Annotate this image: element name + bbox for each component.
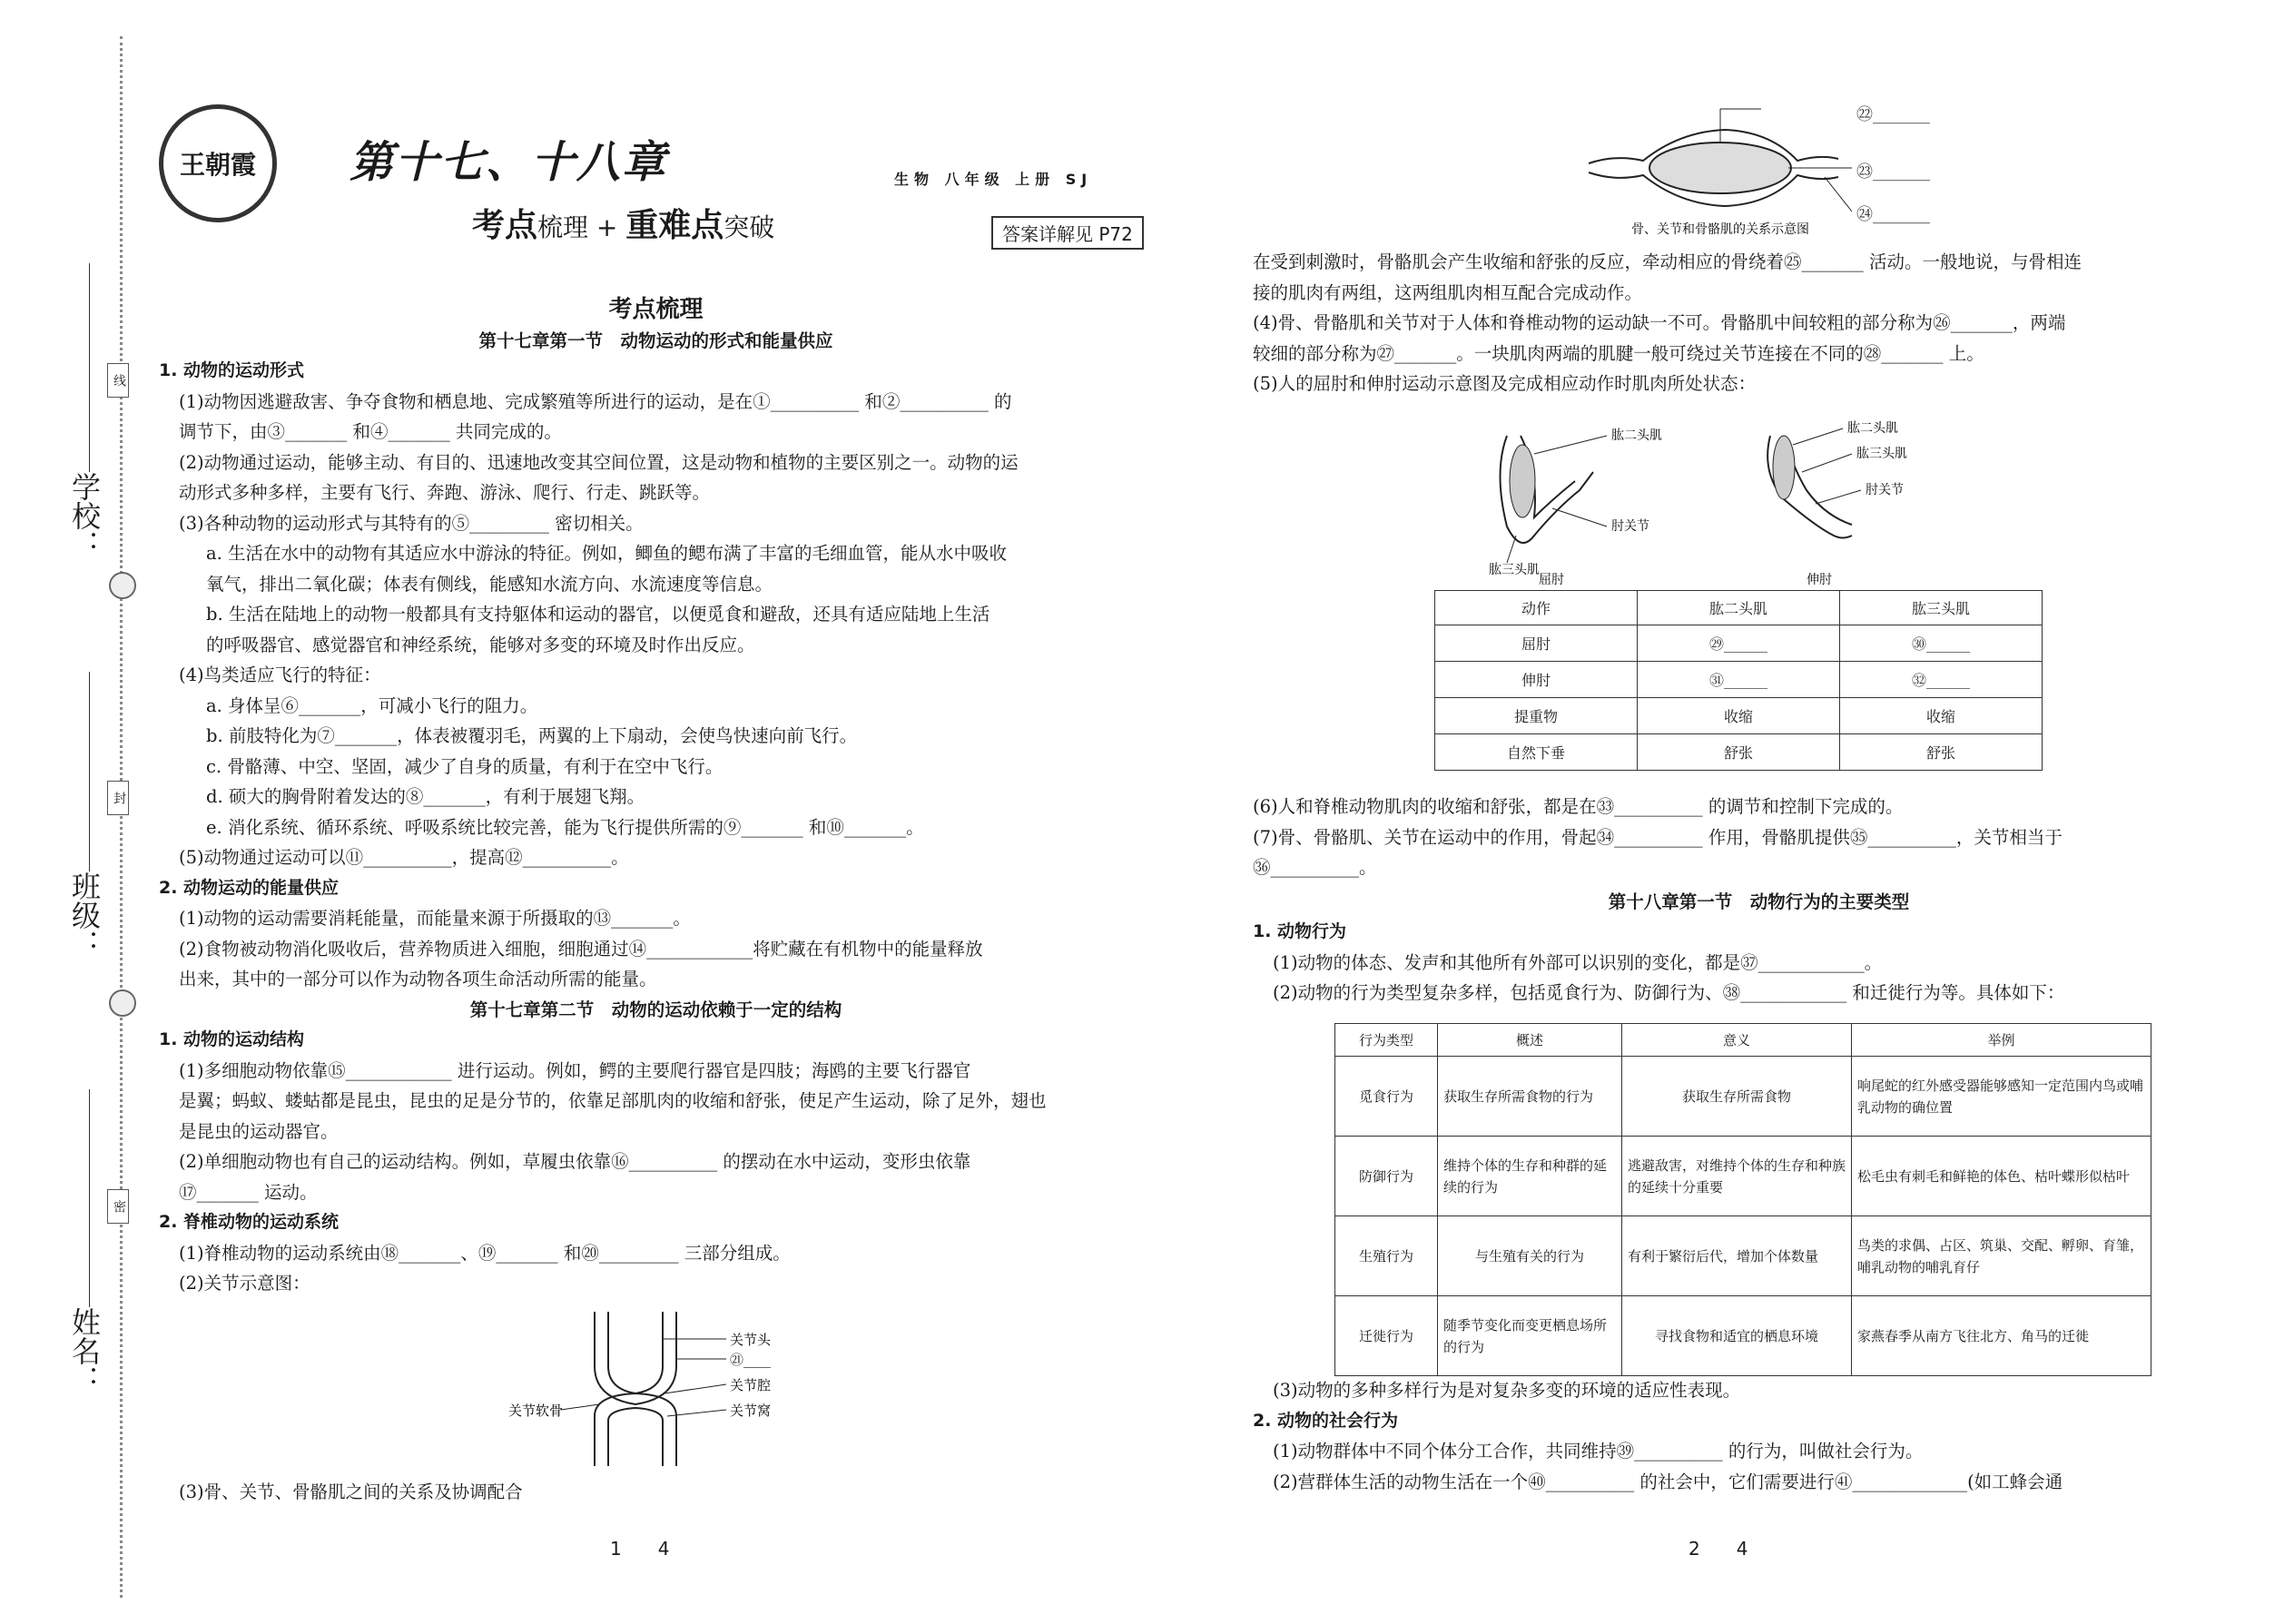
- s1-p4c: c. 骨骼薄、中空、坚固，减少了自身的质量，有利于在空中飞行。: [206, 755, 724, 777]
- arm-table-cell: 伸肘: [1435, 662, 1638, 698]
- s1-p3b: b. 生活在陆地上的动物一般都具有支持躯体和运动的器官，以便觅食和避敌，还具有适应陆地上生活: [206, 604, 990, 625]
- subtitle-part-a: 考点: [472, 207, 538, 244]
- arm-table-cell: ㉜______: [1840, 662, 2043, 698]
- arm-table-cell: 自然下垂: [1435, 734, 1638, 771]
- r-p4: (6)人和脊椎动物肌肉的收缩和舒张，都是在㉝__________ 的调节和控制下完成的。: [1253, 796, 1904, 817]
- beh-table-cell: 生殖行为: [1335, 1216, 1438, 1296]
- r-p5b: ㊱__________。: [1253, 857, 1377, 878]
- s4-p2: (2)关节示意图：: [179, 1273, 310, 1294]
- s1-p4b: b. 前肢特化为⑦_______，体表被覆羽毛，两翼的上下扇动，会使鸟快速向前飞行。: [206, 725, 858, 746]
- arm-table-cell: ㉚______: [1840, 625, 2043, 662]
- seal-circle-2: [109, 989, 136, 1017]
- logo-text: 王朝霞: [179, 150, 256, 180]
- s5-p1: (1)动物的体态、发声和其他所有外部可以识别的变化，都是㊲____________。: [1273, 951, 1883, 973]
- s2-heading: 2. 动物运动的能量供应: [159, 877, 340, 898]
- s1-p1: (1)动物因逃避敌害、争夺食物和栖息地、完成繁殖等所进行的运动，是在①__________ 和②__________ 的: [179, 390, 1012, 412]
- beh-table-cell: 有利于繁衍后代，增加个体数量: [1622, 1216, 1852, 1296]
- beh-table-cell: 与生殖有关的行为: [1438, 1216, 1622, 1296]
- s1-p3a: a. 生活在水中的动物有其适应水中游泳的特征。例如，鲫鱼的鳃布满了丰富的毛细血管，能从水中吸收: [206, 543, 1008, 564]
- section-17-1-title: 第十七章第一节 动物运动的形式和能量供应: [478, 330, 833, 351]
- beh-table-header: 举例: [1852, 1024, 2151, 1057]
- label-joint-cavity: 关节腔: [730, 1377, 772, 1393]
- arm-table-cell: 收缩: [1840, 698, 2043, 734]
- beh-table-cell: 迁徙行为: [1335, 1296, 1438, 1376]
- beh-table-cell: 随季节变化而变更栖息场所的行为: [1438, 1296, 1622, 1376]
- beh-table-cell: 松毛虫有刺毛和鲜艳的体色、枯叶蝶形似枯叶: [1852, 1137, 2151, 1216]
- arm1-biceps-label: 肱二头肌: [1611, 428, 1662, 443]
- s4-p1: (1)脊椎动物的运动系统由⑱_______、⑲_______ 和⑳_________ 三部分组成。: [179, 1242, 791, 1264]
- arm-table-cell: 收缩: [1638, 698, 1840, 734]
- beh-table-cell: 获取生存所需食物的行为: [1438, 1057, 1622, 1137]
- arm-table-header: 肱二头肌: [1638, 591, 1840, 625]
- name-label: 姓名：: [67, 1307, 102, 1394]
- right-body-mid: [1253, 792, 2265, 1009]
- s1-p3b2: 的呼吸器官、感觉器官和神经系统，能够对多变的环境及时作出反应。: [206, 634, 755, 655]
- beh-table-cell: 防御行为: [1335, 1137, 1438, 1216]
- label-blank-22: ㉒_______: [1856, 105, 1930, 124]
- label-blank-23: ㉓_______: [1856, 162, 1930, 182]
- s3-p1: (1)多细胞动物依靠⑮____________ 进行运动。例如，鳄的主要爬行器官是四肢；海鸥的主要飞行器官: [179, 1059, 971, 1081]
- r-p1: 在受到刺激时，骨骼肌会产生收缩和舒张的反应，牵动相应的骨绕着㉕_______ 活动。一般地说，与骨相连: [1253, 251, 2082, 272]
- s1-p3a2: 氧气，排出二氧化碳；体表有侧线，能感知水流方向、水流速度等信息。: [206, 573, 773, 595]
- arm-table-cell: 舒张: [1638, 734, 1840, 771]
- section-18-1-title: 第十八章第一节 动物行为的主要类型: [1608, 891, 1910, 912]
- right-body-top: [1253, 247, 2265, 399]
- s5-p3: (3)动物的多种多样行为是对复杂多变的环境的适应性表现。: [1273, 1380, 1741, 1401]
- section-subtitle: [472, 200, 774, 246]
- course-meta: 生物 八年级 上册 SJ: [894, 171, 1093, 188]
- s3-p1b: 是翼；蚂蚁、蝼蛄都是昆虫，昆虫的足是分节的，依靠足部肌肉的收缩和舒张，使足产生运动，除了足外，翅也: [179, 1090, 1047, 1111]
- margin-box-mi: 密: [107, 1189, 129, 1224]
- bend-caption: 屈肘: [1539, 573, 1564, 586]
- s2-p2b: 出来，其中的一部分可以作为动物各项生命活动所需的能量。: [179, 969, 657, 989]
- s1-p1b: 调节下，由③_______ 和④_______ 共同完成的。: [179, 421, 562, 442]
- s1-p4e: e. 消化系统、循环系统、呼吸系统比较完善，能为飞行提供所需的⑨_______ 和⑩_______。: [206, 816, 924, 838]
- arm-table: [1434, 590, 2043, 771]
- s2-p2: (2)食物被动物消化吸收后，营养物质进入细胞，细胞通过⑭____________将贮藏在有机物中的能量释放: [179, 938, 983, 960]
- binding-margin: [0, 0, 136, 1624]
- arm-table-header: 动作: [1435, 591, 1638, 625]
- heading-kaodian: 考点梳理: [608, 296, 704, 323]
- s6-p1: (1)动物群体中不同个体分工合作，共同维持㊴__________ 的行为，叫做社会行为。: [1273, 1441, 1924, 1462]
- arm-table-cell: 提重物: [1435, 698, 1638, 734]
- s3-heading: 1. 动物的运动结构: [159, 1029, 305, 1049]
- s3-p2b: ⑰_______ 运动。: [179, 1181, 318, 1203]
- margin-box-feng: 封: [107, 781, 129, 815]
- beh-table-cell: 响尾蛇的红外感受器能够感知一定范围内鸟或哺乳动物的确位置: [1852, 1057, 2151, 1137]
- beh-table-header: 行为类型: [1335, 1024, 1438, 1057]
- right-page: [1171, 0, 2294, 1624]
- class-label: 班级：: [67, 871, 102, 959]
- right-body-bottom: [1253, 1375, 2265, 1497]
- s6-p2: (2)营群体生活的动物生活在一个㊵__________ 的社会中，它们需要进行㊶_____________(如工蜂会通: [1273, 1471, 2063, 1492]
- name-line: [89, 1089, 90, 1307]
- s3-p2: (2)单细胞动物也有自己的运动结构。例如，草履虫依靠⑯__________ 的摆动在水中运动，变形虫依靠: [179, 1151, 971, 1172]
- school-label: 学校：: [67, 472, 102, 559]
- arm1-elbow-label: 肘关节: [1611, 519, 1649, 534]
- left-body: [159, 295, 1153, 1299]
- page-number-right: 2 4: [1689, 1538, 1748, 1560]
- beh-table-cell: 鸟类的求偶、占区、筑巢、交配、孵卵、育雏，哺乳动物的哺乳育仔: [1852, 1216, 2151, 1296]
- seal-circle-1: [109, 572, 136, 599]
- beh-table-header: 意义: [1622, 1024, 1852, 1057]
- s5-p2: (2)动物的行为类型复杂多样，包括觅食行为、防御行为、㊳____________ 和迁徙行为等。具体如下：: [1273, 982, 2065, 1003]
- label-blank-24: ㉔_______: [1856, 205, 1930, 224]
- school-line: [89, 263, 90, 472]
- beh-table-cell: 获取生存所需食物: [1622, 1057, 1852, 1137]
- arm2-triceps-label: 肱三头肌: [1856, 447, 1907, 461]
- beh-table-cell: 逃避敌害，对维持个体的生存和种族的延续十分重要: [1622, 1137, 1852, 1216]
- behavior-table: [1334, 1023, 2151, 1376]
- arm-table-cell: 屈肘: [1435, 625, 1638, 662]
- page-number-left: 1 4: [610, 1538, 670, 1560]
- s1-p4: (4)鸟类适应飞行的特征：: [179, 664, 381, 685]
- label-joint-socket: 关节窝: [730, 1403, 772, 1419]
- s4-p3: (3)骨、关节、骨骼肌之间的关系及协调配合: [179, 1481, 523, 1502]
- beh-table-cell: 寻找食物和适宜的栖息环境: [1622, 1296, 1852, 1376]
- s1-p5: (5)动物通过运动可以⑪__________，提高⑫__________。: [179, 847, 629, 868]
- subtitle-part-b: 梳理 +: [537, 212, 626, 242]
- r-p2: (4)骨、骨骼肌和关节对于人体和脊椎动物的运动缺一不可。骨骼肌中间较粗的部分称为㉖_______，两端: [1253, 312, 2066, 333]
- beh-table-header: 概述: [1438, 1024, 1622, 1057]
- dotted-cut-line: [120, 36, 123, 1598]
- margin-box-xian: 线: [107, 363, 129, 398]
- s1-p4d: d. 硕大的胸骨附着发达的⑧_______，有利于展翅飞翔。: [206, 786, 645, 807]
- r-p5: (7)骨、骨骼肌、关节在运动中的作用，骨起㉞__________ 作用，骨骼肌提供㉟__________，关节相当于: [1253, 826, 2063, 848]
- arm-table-header: 肱三头肌: [1840, 591, 2043, 625]
- r-p1b: 接的肌肉有两组，这两组肌肉相互配合完成动作。: [1253, 281, 1643, 303]
- joint-diagram: [508, 1303, 817, 1475]
- arm1-triceps-label: 肱三头肌: [1489, 563, 1540, 577]
- bm-caption: 骨、关节和骨骼肌的关系示意图: [1631, 222, 1809, 236]
- s1-p4a: a. 身体呈⑥_______，可减小飞行的阻力。: [206, 694, 538, 716]
- label-joint-cartilage: 关节软骨: [508, 1403, 564, 1419]
- s3-p1c: 是昆虫的运动器官。: [179, 1120, 339, 1142]
- s5-heading: 1. 动物行为: [1253, 921, 1347, 941]
- subtitle-part-c: 重难点: [625, 207, 724, 244]
- s1-p3: (3)各种动物的运动形式与其特有的⑤_________ 密切相关。: [179, 512, 644, 534]
- chapter-title: 第十七、十八章: [350, 137, 668, 188]
- arm-table-cell: 舒张: [1840, 734, 2043, 771]
- extend-caption: 伸肘: [1807, 573, 1832, 586]
- arm2-biceps-label: 肱二头肌: [1847, 421, 1898, 436]
- r-p3: (5)人的屈肘和伸肘运动示意图及完成相应动作时肌肉所处状态：: [1253, 373, 1757, 394]
- s1-p2: (2)动物通过运动，能够主动、有目的、迅速地改变其空间位置，这是动物和植物的主要区别之一。动物的运: [179, 451, 1019, 473]
- r-p2b: 较细的部分称为㉗_______。一块肌肉两端的肌腱一般可绕过关节连接在不同的㉘_______ 上。: [1253, 342, 1984, 364]
- arm-table-cell: ㉛______: [1638, 662, 1840, 698]
- arm-diagram: [1471, 418, 1979, 586]
- s1-p2b: 动形式多种多样，主要有飞行、奔跑、游泳、爬行、行走、跳跃等。: [179, 482, 711, 503]
- subtitle-part-d: 突破: [724, 212, 775, 242]
- answer-reference: 答案详解见 P72: [991, 216, 1144, 250]
- beh-table-cell: 觅食行为: [1335, 1057, 1438, 1137]
- s4-heading: 2. 脊椎动物的运动系统: [159, 1212, 340, 1232]
- brand-logo: [159, 104, 277, 222]
- arm-table-cell: ㉙______: [1638, 625, 1840, 662]
- bone-muscle-diagram: [1580, 104, 1879, 236]
- arm2-elbow-label: 肘关节: [1866, 483, 1904, 497]
- s1-heading: 1. 动物的运动形式: [159, 360, 305, 380]
- s6-heading: 2. 动物的社会行为: [1253, 1410, 1399, 1431]
- s2-p1: (1)动物的运动需要消耗能量，而能量来源于所摄取的⑬_______。: [179, 908, 691, 929]
- beh-table-cell: 维持个体的生存和种群的延续的行为: [1438, 1137, 1622, 1216]
- beh-table-cell: 家燕春季从南方飞往北方、角马的迁徙: [1852, 1296, 2151, 1376]
- label-joint-head: 关节头: [730, 1332, 772, 1348]
- class-line: [89, 672, 90, 871]
- section-17-2-title: 第十七章第二节 动物的运动依赖于一定的结构: [469, 999, 842, 1020]
- label-blank-21: ㉑____: [730, 1352, 772, 1368]
